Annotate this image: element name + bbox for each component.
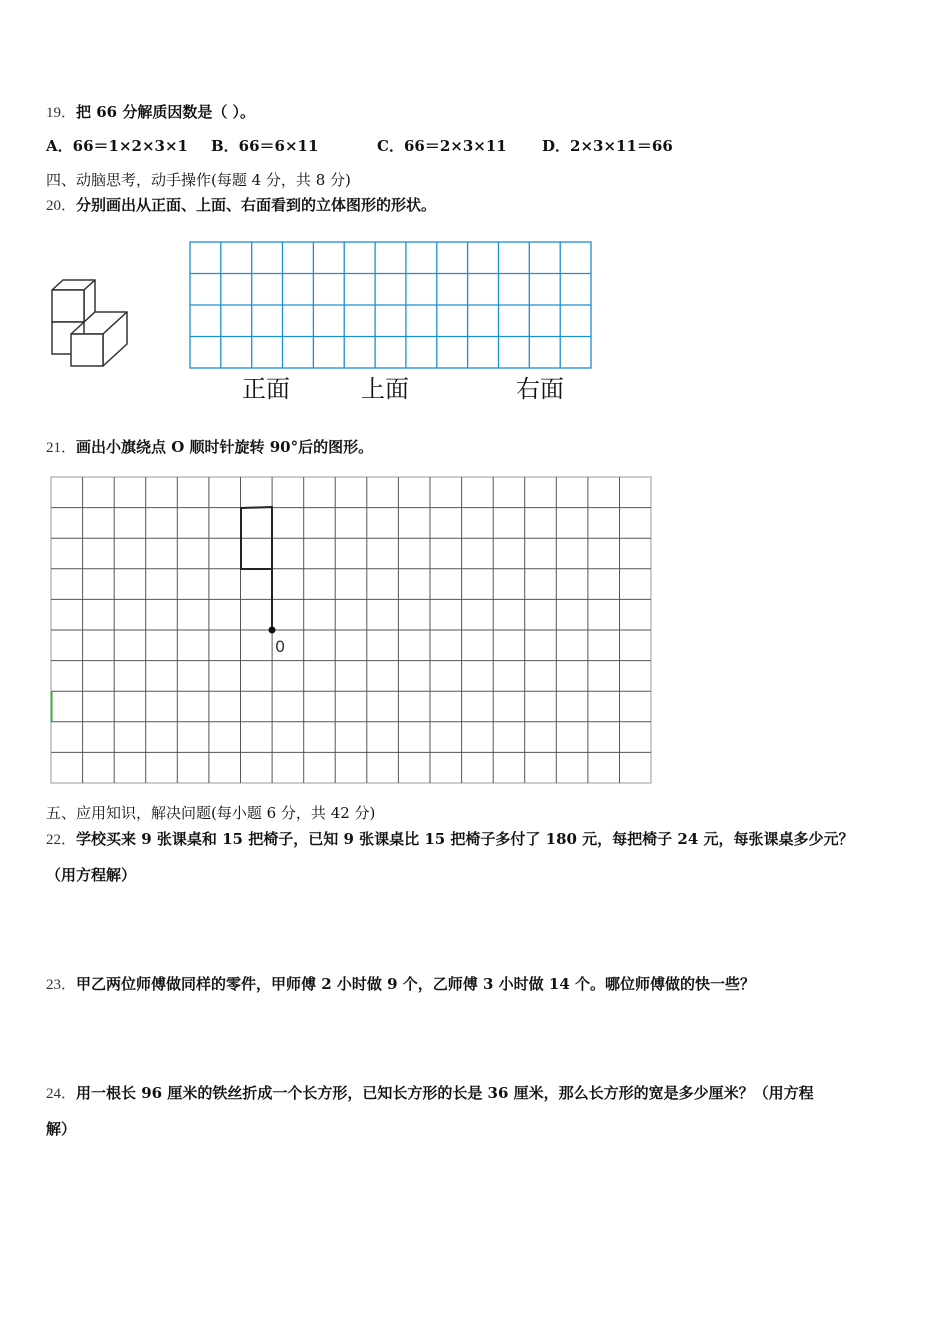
section-5-title: 五、应用知识，解决问题(每小题 6 分，共 42 分) — [46, 804, 376, 822]
blue-grid-lines — [190, 242, 591, 368]
question-24 — [46, 1083, 814, 1104]
option-c[interactable]: C．66＝2×3×11 — [377, 137, 507, 155]
question-number: 19． — [46, 105, 77, 121]
question-text: 学校买来 9 张课桌和 15 把椅子，已知 9 张课桌比 15 把椅子多付了 180 元，每把椅子 24 元，每张课桌多少元？ — [76, 830, 854, 848]
question-22 — [46, 829, 854, 850]
question-text: 用一根长 96 厘米的铁丝折成一个长方形，已知长方形的长是 36 厘米，那么长方形的宽是多少厘米？（用方程 — [76, 1084, 814, 1102]
question-text: 甲乙两位师傅做同样的零件，甲师傅 2 小时做 9 个，乙师傅 3 小时做 14 个。哪位师傅做的快一些？ — [76, 975, 755, 993]
section-4-title: 四、动脑思考，动手操作(每题 4 分，共 8 分) — [46, 171, 351, 189]
drawing-grid-views[interactable] — [188, 240, 594, 370]
point-o — [269, 627, 276, 634]
question-20 — [46, 195, 436, 216]
question-number: 23． — [46, 977, 77, 993]
question-text: 把 66 分解质因数是（ ）。 — [76, 103, 256, 121]
question-number: 24． — [46, 1086, 77, 1102]
question-number: 22． — [46, 832, 77, 848]
flag-shape — [241, 507, 272, 630]
question-19 — [46, 102, 255, 123]
question-number: 20． — [46, 198, 77, 214]
cube-figure — [46, 276, 132, 372]
label-top-view: 上面 — [361, 375, 409, 403]
question-21 — [46, 437, 373, 458]
question-number: 21． — [46, 440, 77, 456]
point-o-label: 0 — [275, 637, 286, 656]
question-text: 画出小旗绕点 O 顺时针旋转 90°后的图形。 — [76, 438, 374, 456]
question-23 — [46, 974, 755, 995]
question-24-continuation: 解） — [46, 1120, 77, 1138]
grid-lines — [51, 477, 651, 783]
rotation-grid[interactable] — [48, 474, 654, 786]
option-d[interactable]: D．2×3×11＝66 — [542, 137, 673, 155]
question-19-options — [46, 136, 926, 156]
label-right-view: 右面 — [516, 375, 564, 403]
label-front-view: 正面 — [242, 375, 290, 403]
question-text: 分别画出从正面、上面、右面看到的立体图形的形状。 — [76, 196, 437, 214]
option-b[interactable]: B．66＝6×11 — [211, 137, 319, 155]
question-22-continuation: （用方程解） — [46, 866, 137, 884]
option-a[interactable]: A．66＝1×2×3×1 — [46, 137, 188, 155]
